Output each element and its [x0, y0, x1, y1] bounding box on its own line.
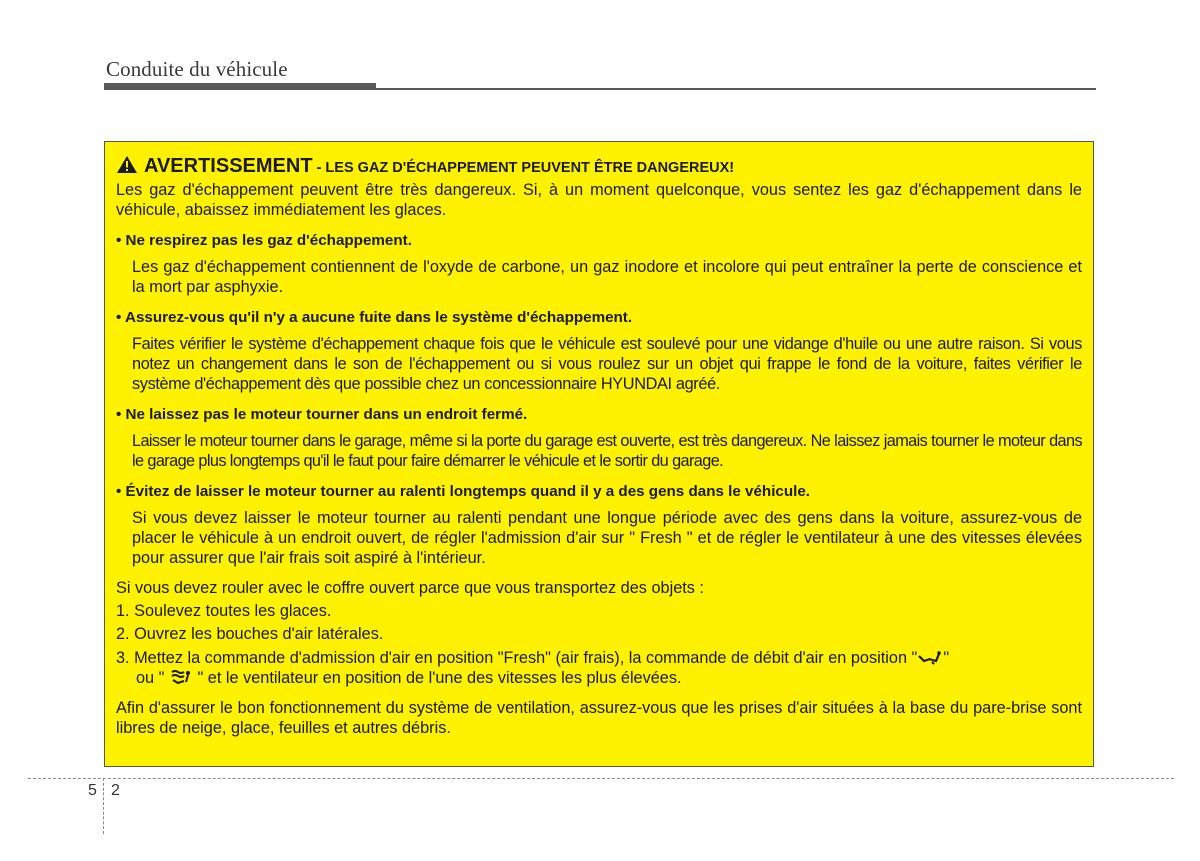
chapter-number: 5 [88, 782, 97, 799]
warning-intro: Les gaz d'échappement peuvent être très dangereux. Si, à un moment quelconque, vous sentez les gaz d'échappement dans le véhicule, abaissez immédiatement les glaces. [116, 181, 1082, 219]
bullet-body-fuite: Faites vérifier le système d'échappement chaque fois que le véhicule est soulevé pour une vidange d'huile ou une autre raison. Si vous notez un changement dans le son de l'échappement ou si vous roulez sur un objet qui frappe le fond de la voiture, faites vérifier le système d'échappement dès que possible chez un concessionnaire HYUNDAI agréé. [132, 335, 1082, 393]
warning-triangle-icon [116, 155, 138, 174]
floor-defrost-mode-icon [169, 669, 193, 685]
bullet-body-endroit-ferme: Laisser le moteur tourner dans le garage, même si la porte du garage est ouverte, est très dangereux. Ne laissez jamais tourner le moteur dans le garage plus longtemps qu'il le faut pour faire démarrer le véhicule et le sortir du garage. [132, 432, 1082, 470]
warning-box [104, 141, 1094, 767]
bullet-heading-fuite: • Assurez-vous qu'il n'y a aucune fuite dans le système d'échappement. [116, 309, 633, 326]
footer-rule [28, 778, 1174, 779]
step-3-text-d: " et le ventilateur en position de l'une des vitesses les plus élevées. [197, 669, 682, 687]
closing-paragraph: Afin d'assurer le bon fonctionnement du système de ventilation, assurez-vous que les prises d'air situées à la base du pare-brise sont libres de neige, glace, feuilles et autres débris. [116, 699, 1082, 737]
step-3-text-b: " [943, 649, 950, 667]
step-3-text-c: ou " [136, 669, 165, 687]
bullet-body-respire: Les gaz d'échappement contiennent de l'oxyde de carbone, un gaz inodore et incolore qui peut entraîner la perte de conscience et la mort par asphyxie. [132, 258, 1082, 296]
step-1: 1. Soulevez toutes les glaces. [116, 602, 332, 620]
warning-subtitle: - LES GAZ D'ÉCHAPPEMENT PEUVENT ÊTRE DANGEREUX! [312, 160, 735, 176]
bullet-body-ralenti: Si vous devez laisser le moteur tourner au ralenti pendant une longue période avec des gens dans la voiture, assurez-vous de placer le véhicule à un endroit ouvert, de régler l'admission d'air sur " Fresh " et de régler le ventilateur à une des vitesses élevées pour assurer que l'air frais soit aspiré à l'intérieur. [132, 509, 1082, 567]
bullet-heading-respire: • Ne respirez pas les gaz d'échappement. [116, 232, 412, 249]
page-header-title: Conduite du véhicule [106, 57, 288, 81]
floor-vent-mode-icon [917, 651, 943, 665]
header-rule-thin [104, 88, 1096, 90]
footer-divider [103, 778, 104, 834]
warning-title [116, 154, 1082, 180]
warning-label: AVERTISSEMENT [144, 155, 313, 177]
step-3-text-a: 3. Mettez la commande d'admission d'air en position "Fresh" (air frais), la commande de débit d'air en position " [116, 649, 918, 667]
page-number: 2 [111, 782, 120, 799]
bullet-heading-ralenti: • Évitez de laisser le moteur tourner au ralenti longtemps quand il y a des gens dans le véhicule. [116, 483, 811, 500]
bullet-heading-endroit-ferme: • Ne laissez pas le moteur tourner dans un endroit fermé. [116, 406, 528, 423]
step-2: 2. Ouvrez les bouches d'air latérales. [116, 625, 384, 643]
step-3 [116, 648, 1082, 688]
trunk-intro: Si vous devez rouler avec le coffre ouvert parce que vous transportez des objets : [116, 579, 704, 597]
